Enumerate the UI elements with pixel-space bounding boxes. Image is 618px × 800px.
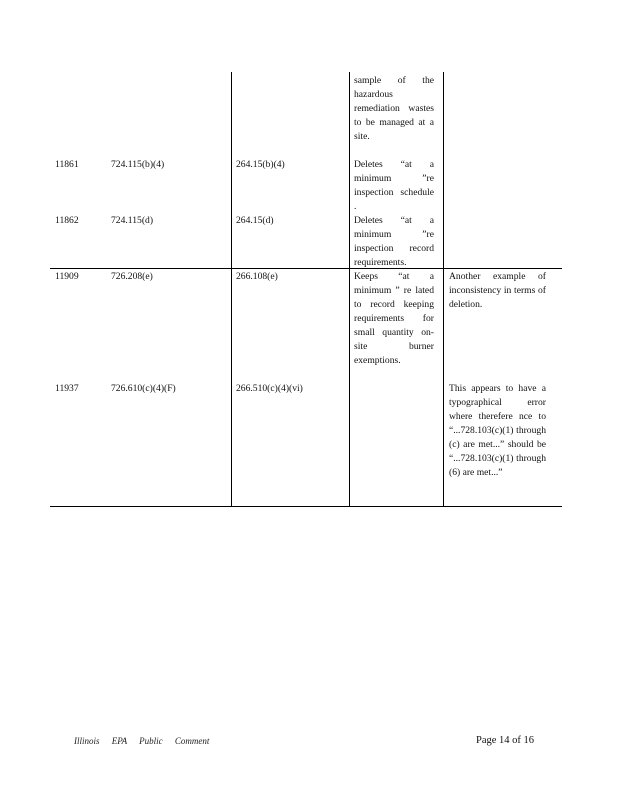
column-divider (349, 72, 350, 506)
table-row-new-section: 266.108(e) (236, 271, 278, 282)
table-row-description: Deletes “at a minimum ”re inspection record requirements. (354, 215, 434, 268)
column-divider (231, 72, 232, 506)
table-row-new-section: 264.15(b)(4) (236, 159, 285, 170)
table-row-description: Keeps “at a minimum ” re lated to record keeping requirements for small quantity on-site burner exemptions. (354, 271, 434, 366)
column-divider (443, 72, 444, 506)
table-row-new-section: 266.510(c)(4)(vi) (236, 383, 303, 394)
table-row-old-section: 724.115(d) (111, 215, 154, 226)
table-row-description: Deletes “at a minimum ”re inspection schedule . (354, 159, 434, 212)
table-bottom-border (50, 506, 562, 507)
table-row-old-section: 724.115(b)(4) (111, 159, 165, 170)
table-row-number: 11909 (55, 271, 79, 282)
table-row-number: 11937 (55, 383, 79, 394)
row-divider (50, 268, 562, 269)
table-row-description: sample of the hazardous remediation wastes to be managed at a site. (354, 75, 434, 142)
table-row-number: 11861 (55, 159, 79, 170)
footer-page-number: Page 14 of 16 (476, 735, 535, 746)
table-row-comment: This appears to have a typographical error where therefere nce to “...728.103(c)(1) through (c) are met...” should be “...728.103(c)(1) through (6) are met...” (449, 383, 546, 478)
table-row-new-section: 264.15(d) (236, 215, 274, 226)
footer-document-label: Illinois EPA Public Comment (74, 736, 210, 746)
table-row-number: 11862 (55, 215, 79, 226)
table-row-old-section: 726.208(e) (111, 271, 153, 282)
table-row-old-section: 726.610(c)(4)(F) (111, 383, 176, 394)
table-row-comment: Another example of inconsistency in terms of deletion. (449, 271, 546, 310)
